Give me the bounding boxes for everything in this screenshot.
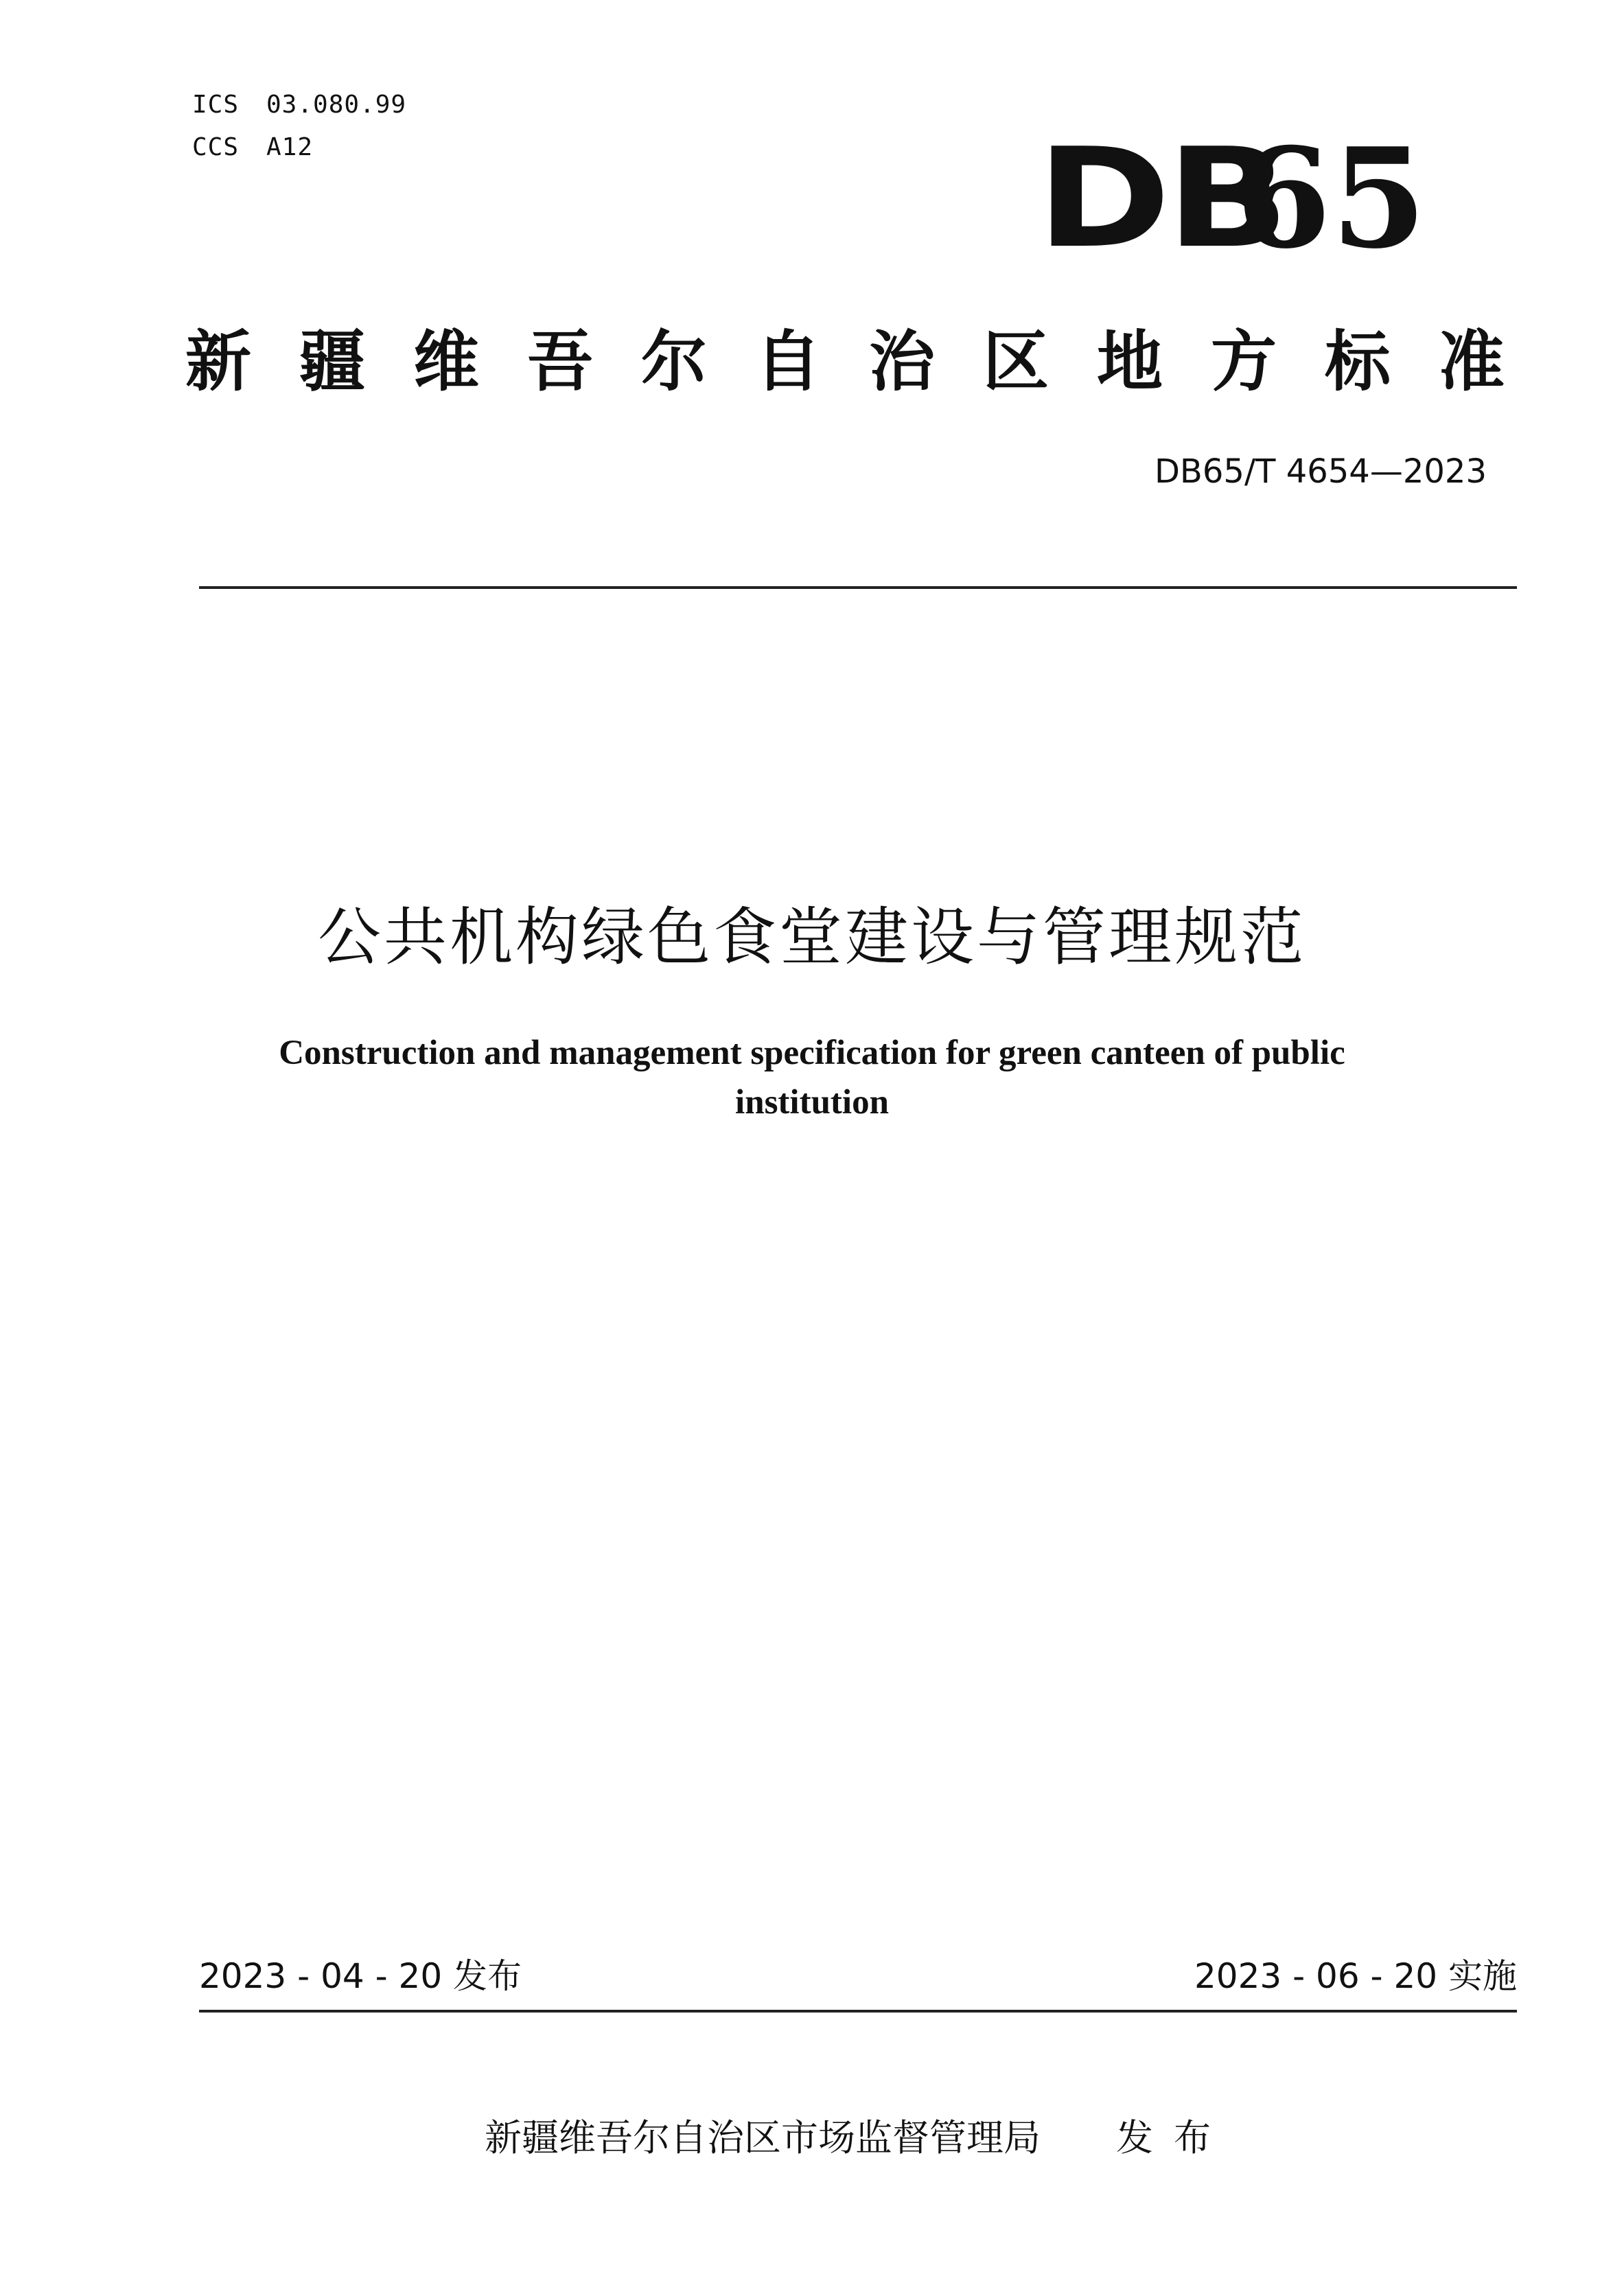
issuer-action: 发布 <box>1116 2116 1231 2159</box>
db-logo <box>1036 118 1427 279</box>
ccs-label: CCS <box>192 133 240 161</box>
implementation-date: 2023 - 06 - 20 实施 <box>1194 1956 1517 1996</box>
dates-row <box>199 1945 1517 2007</box>
title-chinese: 公共机构绿色食堂建设与管理规范 <box>317 901 1306 974</box>
issuer-line <box>199 2107 1517 2169</box>
top-divider <box>199 586 1517 589</box>
title-english: Construction and management specification for green canteen of public institution <box>279 1034 1345 1122</box>
ics-label: ICS <box>192 91 240 119</box>
ics-value: 03.080.99 <box>266 91 407 119</box>
issue-date: 2023 - 04 - 20 发布 <box>199 1956 522 1996</box>
logo-number: 65 <box>1236 118 1427 279</box>
classification-codes <box>192 84 406 169</box>
issuer-organization: 新疆维吾尔自治区市场监督管理局 <box>485 2116 1041 2159</box>
ics-row <box>192 84 406 126</box>
standard-type-heading: 新疆维吾尔自治区地方标准 <box>185 323 1510 400</box>
bottom-divider <box>199 2010 1517 2013</box>
standard-number: DB65/T 4654—2023 <box>1154 452 1487 491</box>
ccs-row <box>192 126 406 169</box>
ccs-value: A12 <box>266 133 314 161</box>
logo-letters: DB <box>1036 119 1285 279</box>
